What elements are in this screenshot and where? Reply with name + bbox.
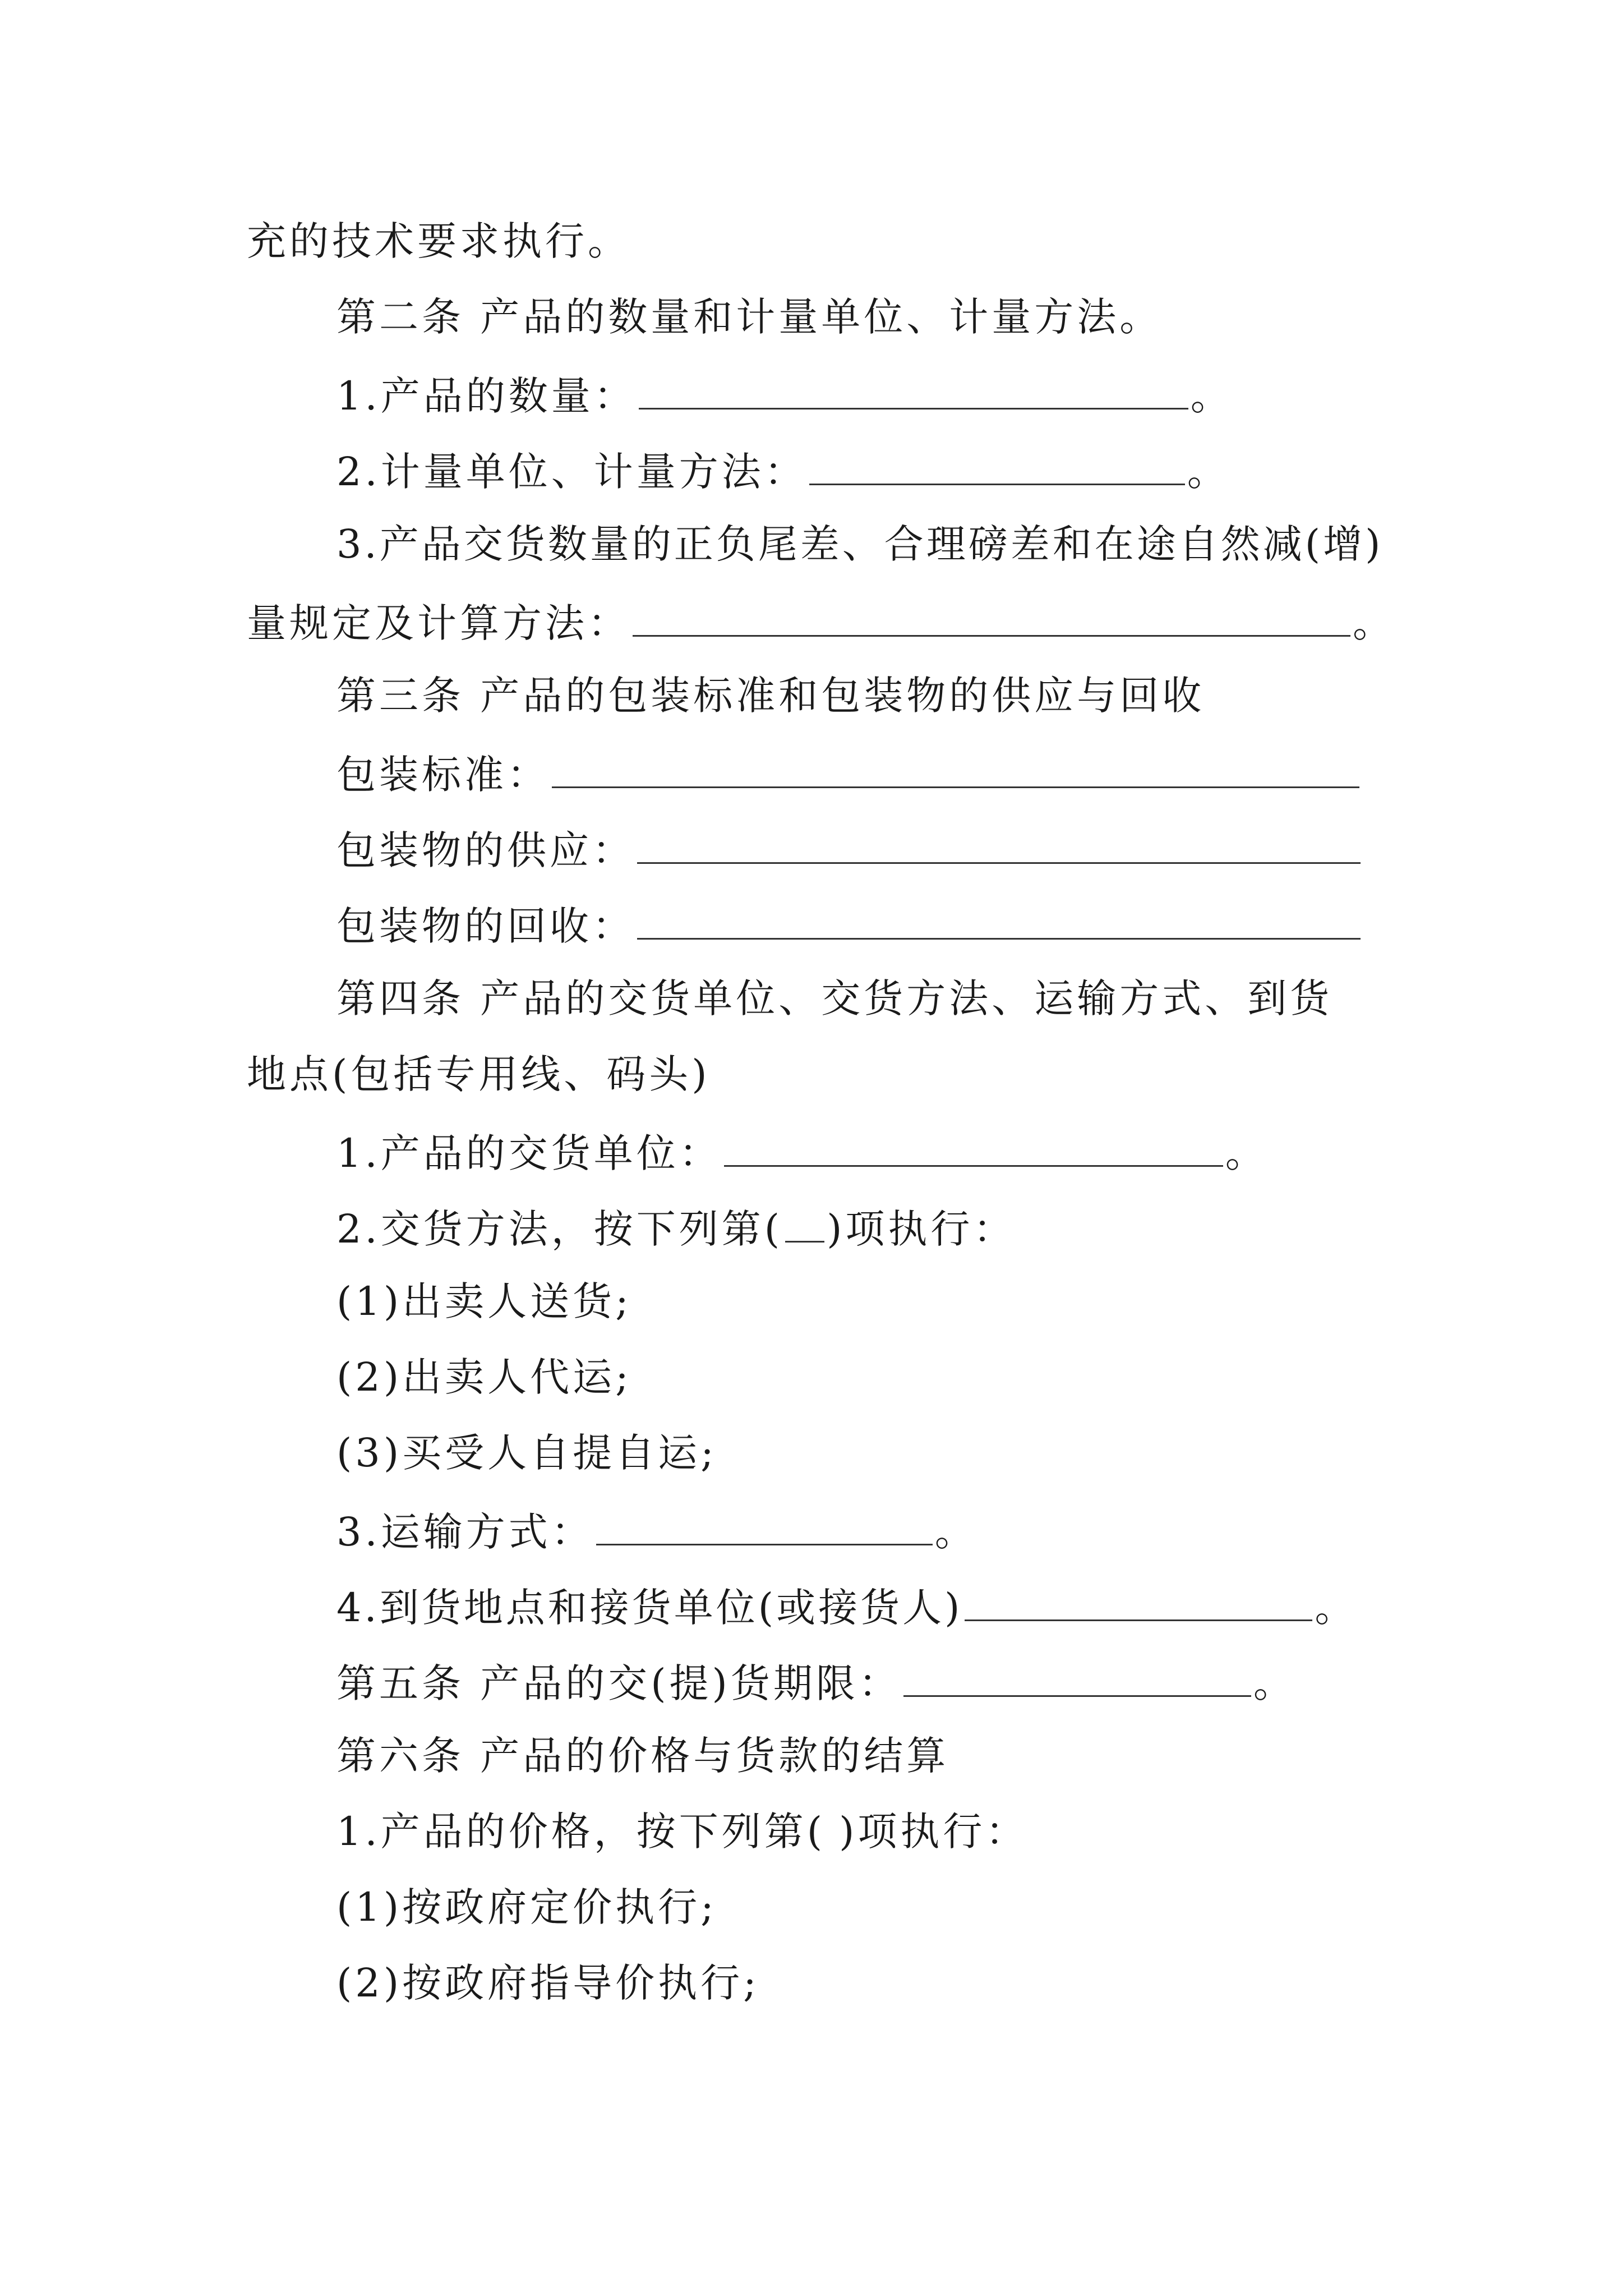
line-suffix: )项执行：: [839, 1809, 1029, 1855]
line-text: (2)按政府指导价执行;: [336, 1960, 760, 2006]
line-label: 包装物的回收：: [336, 903, 635, 949]
article-heading: [336, 976, 1333, 1022]
form-line: [336, 1206, 1016, 1252]
line-suffix: 。: [1353, 600, 1395, 646]
form-line: [336, 827, 1363, 873]
option-item: [336, 1884, 717, 1930]
line-suffix: 。: [1315, 1585, 1357, 1631]
fill-in-blank[interactable]: [637, 903, 1361, 940]
option-item: [336, 1960, 760, 2006]
fill-in-blank[interactable]: [552, 752, 1359, 788]
form-line: [336, 449, 1230, 495]
line-label: 3.运输方式：: [336, 1509, 594, 1555]
form-line: [336, 373, 1233, 419]
fill-in-blank[interactable]: [903, 1660, 1251, 1697]
text-line: [247, 1051, 711, 1097]
line-label: 4.到货地点和接货单位(或接货人): [336, 1585, 963, 1631]
line-text: 第四条 产品的交货单位、交货方法、运输方式、到货: [336, 976, 1333, 1022]
fill-in-blank[interactable]: [809, 449, 1185, 485]
text-line: [247, 218, 630, 264]
form-line: [336, 752, 1362, 798]
line-text: (1)按政府定价执行;: [336, 1884, 717, 1930]
line-suffix: 。: [1253, 1660, 1296, 1706]
line-suffix: 。: [1190, 373, 1233, 419]
line-text: (2)出卖人代运;: [336, 1354, 632, 1400]
line-text: 地点(包括专用线、码头): [247, 1051, 711, 1097]
option-item: [336, 1430, 717, 1476]
form-line: [336, 1809, 1029, 1855]
line-label: 第五条 产品的交(提)货期限：: [336, 1660, 901, 1706]
line-label: 量规定及计算方法：: [247, 600, 630, 646]
line-text: (1)出卖人送货;: [336, 1278, 632, 1324]
line-label: 1.产品的交货单位：: [336, 1130, 722, 1176]
line-text: 第六条 产品的价格与货款的结算: [336, 1733, 949, 1779]
fill-in-blank[interactable]: [639, 373, 1188, 409]
line-suffix: )项执行：: [827, 1206, 1016, 1252]
line-text: 充的技术要求执行。: [247, 218, 630, 264]
fill-in-blank[interactable]: [724, 1130, 1223, 1167]
line-text: (3)买受人自提自运;: [336, 1430, 717, 1476]
form-line: [336, 1130, 1268, 1176]
line-suffix: 。: [1225, 1130, 1268, 1176]
fill-in-blank[interactable]: [633, 600, 1350, 637]
line-suffix: 。: [934, 1509, 978, 1555]
option-item: [336, 1354, 632, 1400]
line-label: 包装标准：: [336, 752, 550, 798]
line-suffix: 。: [1187, 449, 1230, 495]
fill-in-blank[interactable]: [637, 827, 1361, 864]
line-label: 1.产品的价格，按下列第(: [336, 1809, 826, 1855]
option-item: [336, 1278, 632, 1324]
form-line: [336, 1660, 1296, 1706]
text-line: [336, 521, 1384, 567]
form-line: [336, 1585, 1357, 1631]
line-label: 2.交货方法，按下列第(: [336, 1206, 783, 1252]
form-line: [247, 600, 1395, 646]
article-heading: [336, 673, 1205, 719]
fill-in-blank[interactable]: [965, 1585, 1312, 1621]
article-heading: [336, 1733, 949, 1779]
fill-in-blank[interactable]: [785, 1206, 824, 1243]
line-text: 第二条 产品的数量和计量单位、计量方法。: [336, 294, 1163, 340]
fill-in-blank[interactable]: [596, 1509, 933, 1545]
line-label: 包装物的供应：: [336, 827, 635, 873]
line-label: 2.计量单位、计量方法：: [336, 449, 807, 495]
line-text: 第三条 产品的包装标准和包装物的供应与回收: [336, 673, 1205, 719]
line-label: 1.产品的数量：: [336, 373, 637, 419]
line-text: 3.产品交货数量的正负尾差、合理磅差和在途自然减(增): [336, 521, 1384, 567]
form-line: [336, 1509, 978, 1555]
article-heading: [336, 294, 1163, 340]
form-line: [336, 903, 1363, 949]
